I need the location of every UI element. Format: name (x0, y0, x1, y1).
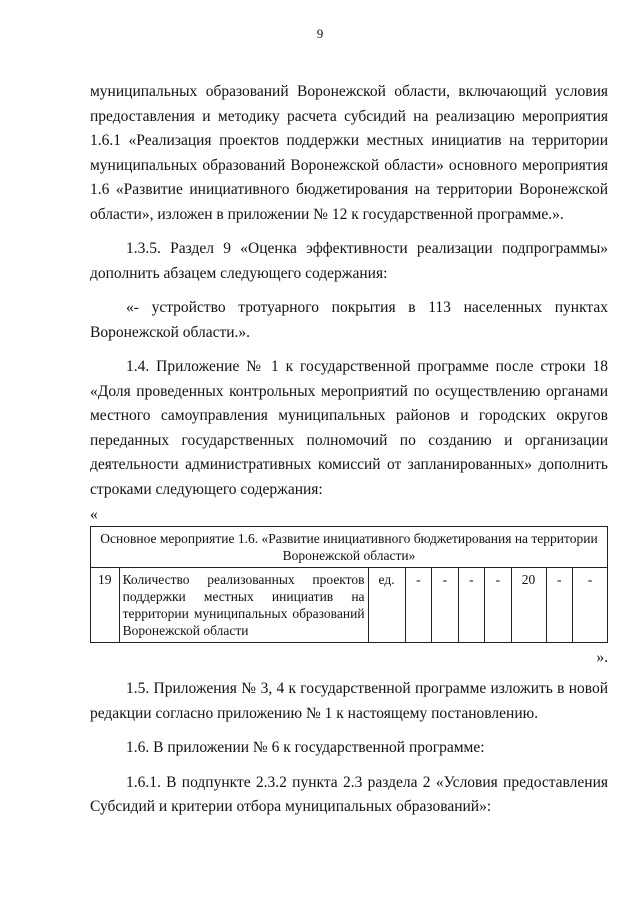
table-row (91, 568, 608, 643)
indicator-name-cell: Количество реализованных проектов поддержки местных инициатив на территории муниципальных образований Воронежской области (119, 568, 368, 643)
paragraph-1-3-5: 1.3.5. Раздел 9 «Оценка эффективности реализации подпрограммы» дополнить абзацем следующего содержания: (90, 240, 608, 282)
paragraph-continuation: муниципальных образований Воронежской области, включающий условия предоставления и методику расчета субсидий на реализацию мероприятия 1.6.1 «Реализация проектов поддержки местных инициатив на территории муниципальных образований Воронежской области» основного мероприятия 1.6 «Развитие инициативного бюджетирования на территории Воронежской области», изложен в приложении № 12 к государственной программе.». (90, 83, 608, 223)
page-number: 9 (316, 26, 324, 41)
unit-cell: ед. (368, 568, 405, 643)
indicator-table (90, 526, 608, 643)
value-cell: - (432, 568, 458, 643)
value-cell: - (485, 568, 511, 643)
paragraph-1-6-1: 1.6.1. В подпункте 2.3.2 пункта 2.3 раздела 2 «Условия предоставления Субсидий и критерии отбора муниципальных образований»: (90, 773, 608, 815)
value-cell: - (458, 568, 484, 643)
row-number-cell: 19 (91, 568, 120, 643)
closing-quote: ». (596, 649, 608, 666)
paragraph-quote-sidewalk: «- устройство тротуарного покрытия в 113 населенных пунктах Воронежской области.». (90, 299, 608, 341)
value-cell: 20 (511, 568, 546, 643)
paragraph-1-6: 1.6. В приложении № 6 к государственной программе: (126, 739, 485, 756)
document-body (90, 80, 608, 820)
table-header-row (91, 527, 608, 568)
table-header-cell: Основное мероприятие 1.6. «Развитие инициативного бюджетирования на территории Воронежской области» (91, 527, 608, 568)
value-cell: - (405, 568, 431, 643)
paragraph-1-4: 1.4. Приложение № 1 к государственной программе после строки 18 «Доля проведенных контрольных мероприятий по осуществлению органами местного самоуправления муниципальных районов и городских округов переданных государственных полномочий по созданию и организации деятельности административных комиссий от запланированных» дополнить строками следующего содержания: (90, 358, 608, 498)
paragraph-1-5: 1.5. Приложения № 3, 4 к государственной программе изложить в новой редакции согласно приложению № 1 к настоящему постановлению. (90, 680, 608, 722)
value-cell: - (573, 568, 608, 643)
value-cell: - (546, 568, 572, 643)
opening-quote: « (90, 506, 98, 523)
